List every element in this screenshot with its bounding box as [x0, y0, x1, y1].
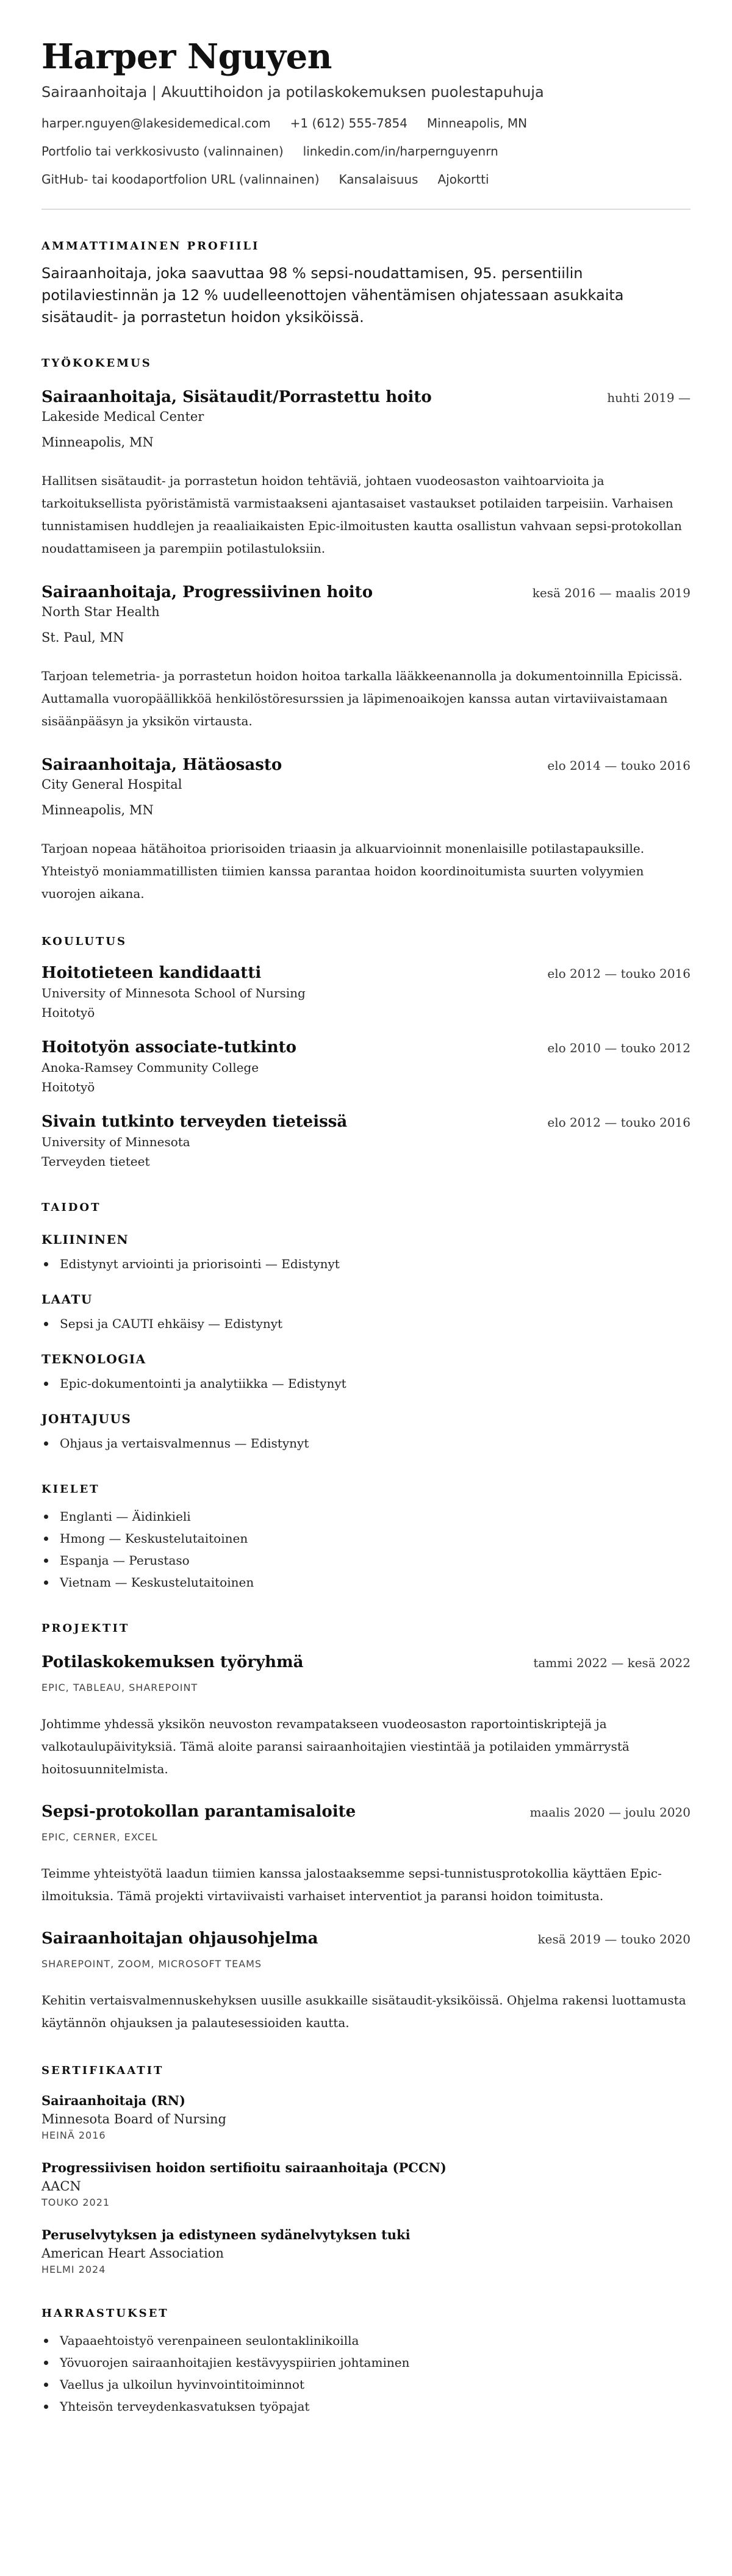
skill-category: KLIININEN [41, 1232, 129, 1247]
education-entry [41, 1037, 691, 1097]
school-name: University of Minnesota [41, 1135, 190, 1149]
certification-issuer: AACN [41, 2179, 81, 2194]
hobby-item: Vapaaehtoistyö verenpaineen seulontaklinikoilla [41, 2330, 691, 2352]
contact-row-primary [41, 115, 691, 132]
candidate-name: Harper Nguyen [41, 37, 332, 77]
skill-category: TEKNOLOGIA [41, 1352, 146, 1366]
project-tech: EPIC, TABLEAU, SHAREPOINT [41, 1682, 198, 1693]
citizenship-text: Kansalaisuus [339, 172, 418, 187]
portfolio-link[interactable]: Portfolio tai verkkosivusto (valinnainen) [41, 144, 284, 159]
experience-entry [41, 582, 691, 733]
field-of-study: Hoitotyö [41, 1080, 95, 1094]
job-title: Sairaanhoitaja, Hätäosasto [41, 756, 282, 774]
phone-text[interactable]: +1 (612) 555-7854 [290, 116, 407, 131]
project-name: Sepsi-protokollan parantamisaloite [41, 1803, 356, 1821]
languages-heading: KIELET [41, 1483, 100, 1496]
hobby-list [41, 2330, 691, 2417]
school-name: University of Minnesota School of Nursing [41, 986, 306, 1000]
employer-name: City General Hospital [41, 777, 182, 792]
education-dates: elo 2010 — touko 2012 [547, 1041, 691, 1055]
profile-section [41, 239, 691, 328]
project-entry [41, 1652, 691, 1781]
skill-category: JOHTAJUUS [41, 1412, 132, 1426]
certification-issuer: Minnesota Board of Nursing [41, 2112, 226, 2126]
location-text: Minneapolis, MN [426, 116, 528, 131]
job-description: Tarjoan nopeaa hätähoitoa priorisoiden triaasin ja alkuarvioinnit monenlaisille potilastapauksille. Yhteistyö moniammatillisten tiimien kanssa parantaa hoidon koordinoitumista suurten volyymien vuorojen aikana. [41, 841, 645, 901]
skill-item: Edistynyt arviointi ja priorisointi — Edistynyt [41, 1253, 691, 1275]
employer-name: North Star Health [41, 605, 160, 619]
education-entry [41, 963, 691, 1022]
skill-list [41, 1313, 691, 1335]
contact-row-extra [41, 171, 691, 188]
job-description: Tarjoan telemetria- ja porrastetun hoidon hoitoa tarkalla lääkkeenannolla ja dokumentoinnilla Epicissä. Auttamalla vuoropäällikköä henkilöstöresurssien ja läpimenoaikojen kanssa autan virtaviivaistamaan sisäänpääsyn ja yksikön virtausta. [41, 669, 683, 728]
job-title: Sairaanhoitaja, Progressiivinen hoito [41, 583, 373, 601]
profile-summary: Sairaanhoitaja, joka saavuttaa 98 % sepsi-noudattamisen, 95. persentiilin potilaviestinnän ja 12 % uudelleenottojen vähentämisen ohjatessaan asukkaita sisätaudit- ja porrastetun hoidon yksiköissä. [41, 265, 624, 326]
skill-list [41, 1432, 691, 1454]
job-description: Hallitsen sisätaudit- ja porrastetun hoidon tehtäviä, johtaen vuodeosaston vaihtoarvioita ja tarkoituksellista pyöristämistä varmistaakseni ajantasaiset vastaukset potilaiden tarpeisiin. Varhaisen tunnistamisen huddlejen ja reaaliaikaisten Epic-ilmoitusten kautta osallistun vahvaan sepsi-protokollan noudattamiseen ja parempiin potilastuloksiin. [41, 473, 682, 556]
github-link[interactable]: GitHub- tai koodaportfolion URL (valinnainen) [41, 172, 320, 187]
skill-group [41, 1291, 691, 1335]
skill-group [41, 1231, 691, 1275]
education-section [41, 935, 691, 1171]
language-item: Hmong — Keskustelutaitoinen [41, 1527, 691, 1549]
experience-entry [41, 755, 691, 905]
experience-section [41, 356, 691, 905]
projects-section [41, 1621, 691, 2034]
header-divider [41, 209, 691, 210]
language-item: Espanja — Perustaso [41, 1549, 691, 1571]
certification-date: HELMI 2024 [41, 2264, 106, 2275]
project-tech: EPIC, CERNER, EXCEL [41, 1831, 158, 1843]
certification-entry [41, 2226, 691, 2277]
job-location: St. Paul, MN [41, 630, 124, 645]
skill-item: Ohjaus ja vertaisvalmennus — Edistynyt [41, 1432, 691, 1454]
project-name: Potilaskokemuksen työryhmä [41, 1653, 304, 1671]
languages-section [41, 1482, 691, 1593]
project-entry [41, 1801, 691, 1907]
degree-title: Hoitotieteen kandidaatti [41, 964, 262, 982]
project-description: Johtimme yhdessä yksikön neuvoston revampatakseen vuodeosaston raportointiskriptejä ja valkotaulupäivityksiä. Tämä aloite paransi sairaanhoitajien viestintää ja potilaiden ymmärrystä hoitosuunnitelmista. [41, 1717, 630, 1776]
language-item: Vietnam — Keskustelutaitoinen [41, 1571, 691, 1593]
job-dates: huhti 2019 — [607, 390, 691, 405]
resume-header [41, 35, 691, 210]
field-of-study: Hoitotyö [41, 1005, 95, 1020]
job-location: Minneapolis, MN [41, 803, 154, 817]
skill-item: Sepsi ja CAUTI ehkäisy — Edistynyt [41, 1313, 691, 1335]
employer-name: Lakeside Medical Center [41, 409, 204, 424]
skill-category: LAATU [41, 1292, 93, 1307]
skills-section [41, 1200, 691, 1454]
job-dates: elo 2014 — touko 2016 [547, 758, 691, 773]
linkedin-link[interactable]: linkedin.com/in/harpernguyenrn [303, 144, 498, 159]
language-list [41, 1505, 691, 1593]
certification-name: Progressiivisen hoidon sertifioitu sairaanhoitaja (PCCN) [41, 2160, 447, 2175]
school-name: Anoka-Ramsey Community College [41, 1060, 259, 1075]
skill-list [41, 1372, 691, 1394]
certifications-section [41, 2064, 691, 2277]
hobby-item: Vaellus ja ulkoilun hyvinvointitoiminnot [41, 2373, 691, 2395]
certification-issuer: American Heart Association [41, 2246, 224, 2261]
certification-entry [41, 2092, 691, 2143]
education-entry [41, 1111, 691, 1171]
skill-list [41, 1253, 691, 1275]
job-dates: kesä 2016 — maalis 2019 [532, 586, 691, 600]
candidate-headline: Sairaanhoitaja | Akuuttihoidon ja potilaskokemuksen puolestapuhuja [41, 84, 544, 101]
experience-entry [41, 387, 691, 560]
project-description: Teimme yhteistyötä laadun tiimien kanssa jalostaaksemme sepsi-tunnistusprotokollia käyttäen Epic-ilmoituksia. Tämä projekti virtaviivaisti varhaiset interventiot ja paransi hoidon toimitusta. [41, 1866, 662, 1903]
hobby-item: Yövuorojen sairaanhoitajien kestävyyspiirien johtaminen [41, 2352, 691, 2373]
projects-heading: PROJEKTIT [41, 1622, 130, 1635]
email-text[interactable]: harper.nguyen@lakesidemedical.com [41, 116, 271, 131]
license-text: Ajokortti [437, 172, 489, 187]
degree-title: Hoitotyön associate-tutkinto [41, 1038, 296, 1057]
profile-heading: AMMATTIMAINEN PROFIILI [41, 240, 260, 253]
certification-date: TOUKO 2021 [41, 2197, 110, 2208]
project-tech: SHAREPOINT, ZOOM, MICROSOFT TEAMS [41, 1958, 262, 1970]
skill-group [41, 1410, 691, 1454]
skill-item: Epic-dokumentointi ja analytiikka — Edistynyt [41, 1372, 691, 1394]
hobby-item: Yhteisön terveydenkasvatuksen työpajat [41, 2395, 691, 2417]
job-location: Minneapolis, MN [41, 435, 154, 450]
project-entry [41, 1928, 691, 2034]
education-dates: elo 2012 — touko 2016 [547, 966, 691, 981]
hobbies-heading: HARRASTUKSET [41, 2307, 169, 2320]
job-title: Sairaanhoitaja, Sisätaudit/Porrastettu hoito [41, 388, 432, 406]
certification-date: HEINÄ 2016 [41, 2129, 106, 2141]
certification-name: Peruselvytyksen ja edistyneen sydänelvytyksen tuki [41, 2227, 411, 2242]
language-item: Englanti — Äidinkieli [41, 1505, 691, 1527]
project-dates: kesä 2019 — touko 2020 [537, 1932, 691, 1946]
education-heading: KOULUTUS [41, 935, 127, 948]
hobbies-section [41, 2306, 691, 2417]
certification-entry [41, 2159, 691, 2210]
skills-heading: TAIDOT [41, 1201, 101, 1214]
experience-heading: TYÖKOKEMUS [41, 357, 152, 370]
certification-name: Sairaanhoitaja (RN) [41, 2093, 185, 2108]
skill-group [41, 1351, 691, 1394]
contact-row-links [41, 143, 691, 160]
project-dates: tammi 2022 — kesä 2022 [533, 1656, 691, 1670]
certifications-heading: SERTIFIKAATIT [41, 2064, 164, 2077]
field-of-study: Terveyden tieteet [41, 1154, 150, 1169]
project-dates: maalis 2020 — joulu 2020 [529, 1805, 691, 1820]
degree-title: Sivain tutkinto terveyden tieteissä [41, 1113, 348, 1131]
project-description: Kehitin vertaisvalmennuskehyksen uusille asukkaille sisätaudit-yksiköissä. Ohjelma rakensi luottamusta käytännön ohjauksen ja palautesessioiden kautta. [41, 1993, 686, 2030]
project-name: Sairaanhoitajan ohjausohjelma [41, 1929, 318, 1948]
education-dates: elo 2012 — touko 2016 [547, 1115, 691, 1130]
